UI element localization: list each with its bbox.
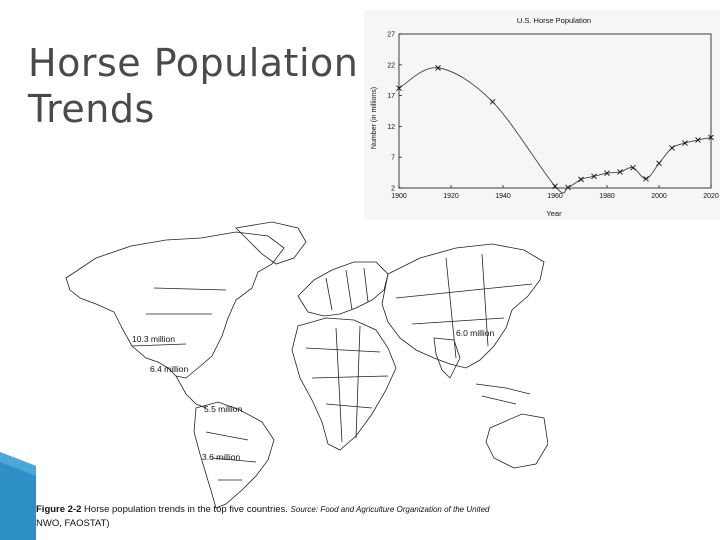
map-label-mexico: 6.4 million xyxy=(150,364,189,374)
caption-source: Source: Food and Agriculture Organization of the United xyxy=(290,505,490,514)
y-tick-label: 2 xyxy=(391,185,395,193)
us-horse-population-chart xyxy=(364,10,720,220)
slide-title-line-1: Horse Population xyxy=(28,41,359,85)
x-tick-label: 2020 xyxy=(703,193,719,200)
slide-title-line-2: Trends xyxy=(28,87,155,131)
x-tick-label: 1920 xyxy=(443,193,459,200)
map-north-america xyxy=(66,232,284,378)
map-label-argentina: 3.6 million xyxy=(202,452,241,462)
slide-accent-shape xyxy=(0,452,36,540)
x-tick-label: 1980 xyxy=(599,193,615,200)
x-axis-label: Year xyxy=(546,209,562,218)
y-tick-label: 22 xyxy=(387,62,395,70)
y-tick-label: 7 xyxy=(391,154,395,162)
map-label-usa: 10.3 million xyxy=(132,334,175,344)
y-tick-label: 27 xyxy=(387,31,395,39)
map-europe xyxy=(298,262,388,316)
world-map xyxy=(36,218,548,510)
map-australia xyxy=(486,414,548,468)
world-map-drawing xyxy=(36,218,548,510)
x-tick-label: 1940 xyxy=(495,193,511,200)
map-africa xyxy=(292,318,396,450)
x-tick-label: 1900 xyxy=(391,193,407,200)
chart-title: U.S. Horse Population xyxy=(516,16,592,25)
map-india xyxy=(434,338,460,378)
x-tick-label: 2000 xyxy=(651,193,667,200)
chart-svg xyxy=(364,10,720,220)
figure-caption xyxy=(36,503,556,531)
map-greenland xyxy=(236,222,306,264)
slide-title xyxy=(28,40,368,132)
caption-figure-label: Figure 2-2 xyxy=(36,504,82,515)
y-tick-label: 17 xyxy=(387,93,395,101)
map-asia xyxy=(382,244,544,368)
x-axis-label-group xyxy=(546,209,562,218)
y-axis-label: Number (in millions) xyxy=(371,86,378,150)
caption-line-1 xyxy=(36,503,556,517)
map-label-china: 6.0 million xyxy=(456,328,495,338)
x-tick-label: 1960 xyxy=(547,193,563,200)
y-tick-label: 12 xyxy=(387,123,395,131)
caption-line-2: NWO, FAOSTAT) xyxy=(36,518,110,529)
map-label-brazil: 5.5 million xyxy=(204,404,243,414)
map-indonesia xyxy=(476,384,530,404)
caption-text: Horse population trends in the top five countries. xyxy=(84,504,288,515)
